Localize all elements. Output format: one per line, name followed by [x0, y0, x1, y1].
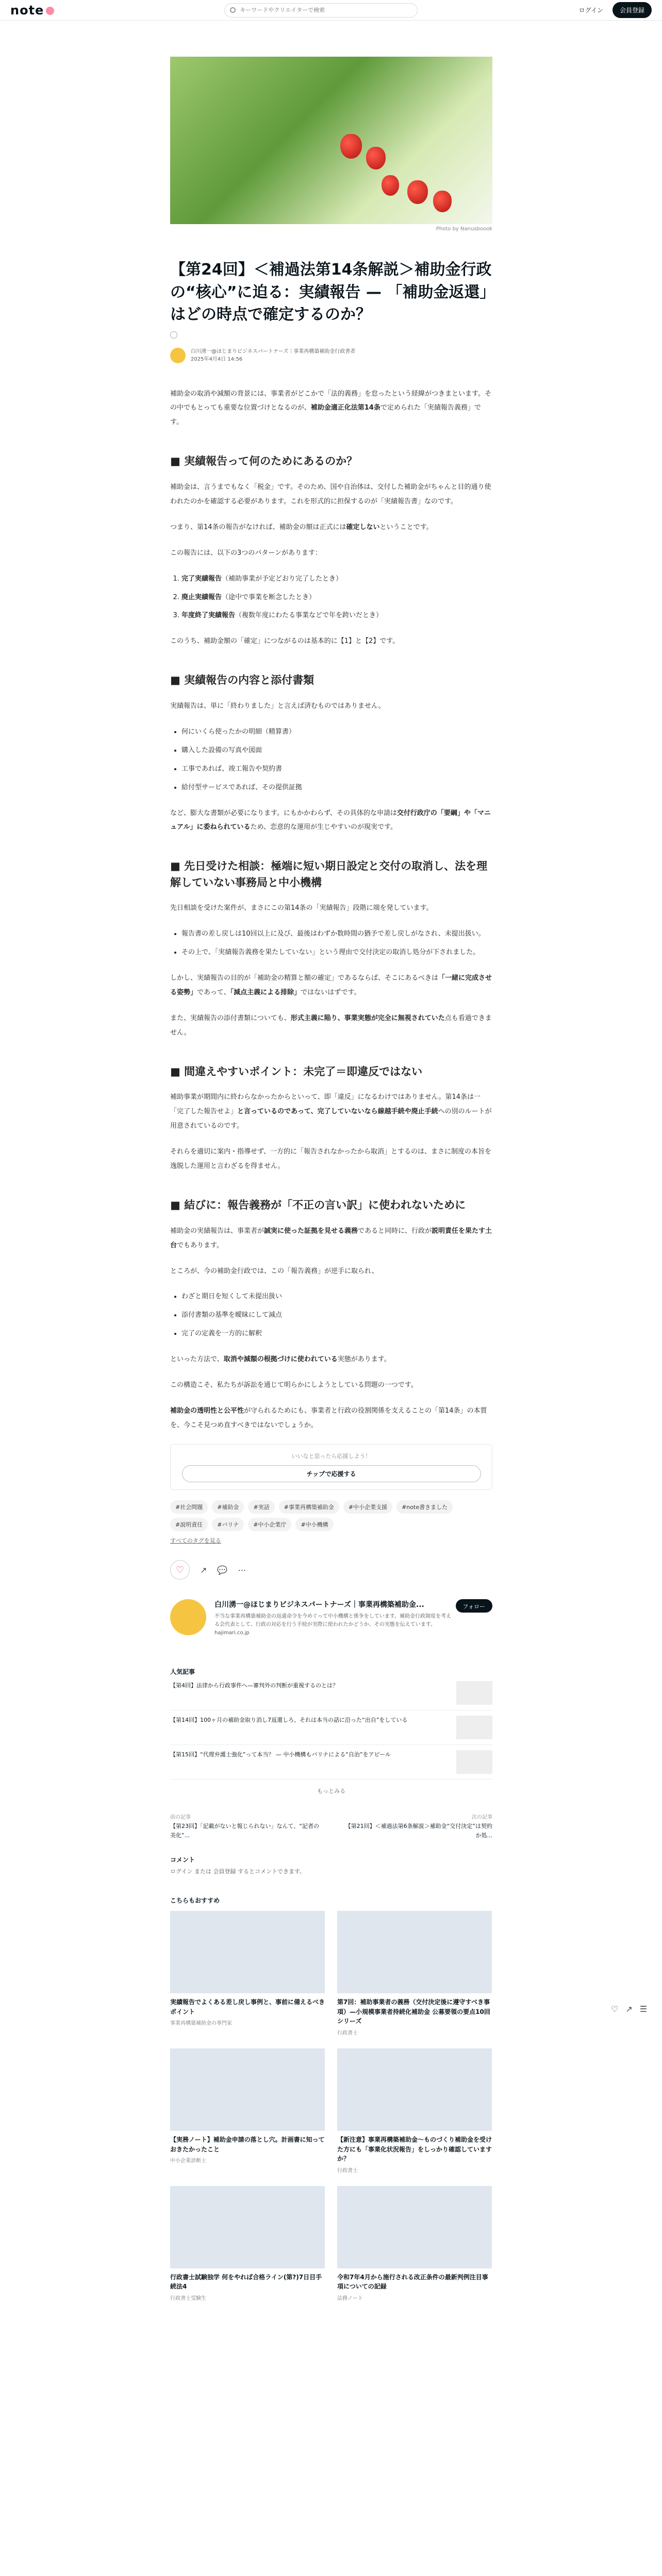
list-item: • 完了の定義を一方的に解釈: [181, 1327, 492, 1341]
menu-icon[interactable]: ☰: [639, 2004, 648, 2014]
share-icon[interactable]: ↗: [200, 1565, 207, 1575]
paragraph: 補助金は、言うまでもなく「税金」です。そのため、国や自治体は、交付した補助金がちゃんと目的通り使われたのかを確認する必要があります。これを形式的に担保するのが「実績報告書」なのです。: [170, 483, 491, 505]
paragraph: 補助事業が期間内に終わらなかったからといって、即「違反」になるわけではありません。第14条は一「完了した報告せよ」と言っているのであって、完了していないなら線越手続や廃止手続への別のルートが用意されているのです。: [170, 1093, 492, 1130]
more-icon[interactable]: ⋯: [238, 1565, 246, 1575]
tag[interactable]: #社会問題: [170, 1500, 208, 1514]
card-author[interactable]: 法務ノート: [337, 2295, 363, 2301]
section-heading: ■ 間違えやすいポイント：未完了＝即違反ではない: [170, 1065, 423, 1078]
paragraph: このうち、補助金額の「確定」につながるのは基本的に【1】と【2】です。: [170, 637, 400, 646]
thumbnail[interactable]: [456, 1681, 492, 1705]
recommend-card[interactable]: [170, 2186, 325, 2301]
search-input[interactable]: [240, 7, 405, 13]
heart-icon[interactable]: [170, 331, 177, 338]
list-item: • 報告書の差し戻しは10回以上に及び、最後はわずか数時間の猶予で差し戻しがなされ、未提出扱い。: [181, 927, 492, 941]
card-author[interactable]: 行政書士: [337, 2167, 358, 2174]
support-text: いいなと思ったら応援しよう！: [291, 1453, 371, 1460]
strawberry-icon: [366, 147, 386, 170]
tag[interactable]: #事業再構築補助金: [279, 1500, 339, 1514]
recommend-title: こちらもおすすめ: [170, 1897, 220, 1905]
article-actions: [170, 1560, 492, 1580]
recommend-card[interactable]: [337, 2186, 492, 2301]
list-item[interactable]: [170, 1710, 492, 1745]
list-item: 3. 年度終了実績報告（複数年度にわたる事業などで年を跨いだとき）: [181, 608, 492, 623]
case-list: [181, 927, 492, 960]
card-author[interactable]: 行政書士受験生: [170, 2295, 206, 2301]
tag[interactable]: #中小企業庁: [248, 1518, 291, 1531]
author-name[interactable]: 白川湧一@ほじまりビジネスパートナーズ｜事業再構築補助金行政書者: [191, 348, 356, 354]
more-link[interactable]: もっとみる: [317, 1788, 345, 1794]
list-item: 2. 廃止実績報告（途中で事業を断念したとき）: [181, 590, 492, 605]
hero-caption: Photo by Nanusboook: [436, 226, 492, 232]
nav-label: 次の記事: [472, 1815, 492, 1820]
next-article[interactable]: [343, 1814, 492, 1840]
avatar[interactable]: [170, 1599, 206, 1635]
post-date: 2025年4月4日 14:56: [191, 356, 243, 362]
nav-title[interactable]: 【第23回】「記載がないと報じられない」なんて、“記者の美化”...: [170, 1823, 319, 1839]
flower-icon: [46, 7, 54, 15]
documents-list: [181, 725, 492, 795]
list-item: • 添付書類の基準を曖昧にして減点: [181, 1308, 492, 1323]
thumbnail[interactable]: [170, 1911, 325, 1993]
follow-button[interactable]: フォロー: [456, 1599, 492, 1613]
popular-item-title[interactable]: 【第15回】“代理弁護士強化”って本当？ — 中小機構もバリナによる“自治”をアピール: [170, 1751, 391, 1758]
like-button[interactable]: [170, 1560, 190, 1580]
tag[interactable]: #note書きました: [396, 1500, 453, 1514]
article-nav: [170, 1814, 492, 1840]
article: [170, 57, 492, 2301]
thumbnail[interactable]: [456, 1716, 492, 1739]
login-link[interactable]: ログイン: [578, 7, 603, 14]
list-item: • その上で、「実績報告義務を果たしていない」という理由で交付決定の取消し処分が下されました。: [181, 945, 492, 960]
search-bar[interactable]: [224, 3, 418, 18]
logo-text: note: [10, 3, 44, 18]
list-item[interactable]: [170, 1745, 492, 1780]
author-block[interactable]: [170, 348, 492, 363]
prev-article[interactable]: [170, 1814, 320, 1840]
strawberry-icon: [433, 191, 452, 212]
tag[interactable]: #バリナ: [212, 1518, 244, 1531]
card-author[interactable]: 事業再構築補助金の専門家: [170, 2021, 232, 2027]
support-box: [170, 1444, 492, 1490]
creator-name[interactable]: 白川湧一@ほじまりビジネスパートナーズ｜事業再構築補助金...: [214, 1601, 424, 1609]
recommend-card[interactable]: [170, 1911, 325, 2036]
strawberry-icon: [382, 175, 399, 196]
section-heading: ■ 実績報告の内容と添付書類: [170, 674, 315, 687]
hero-image: [170, 57, 492, 224]
card-author[interactable]: 中小企業診断士: [170, 2158, 206, 2164]
article-title: 【第24回】＜補過法第14条解説＞補助金行政の“核心”に迫る：実績報告 — 「補助金返還」はどの時点で確定するのか？: [170, 261, 492, 324]
avatar[interactable]: [170, 348, 186, 363]
recommend-card[interactable]: [337, 1911, 492, 2036]
thumbnail[interactable]: [337, 1911, 492, 1993]
comment-icon[interactable]: 💬: [217, 1565, 228, 1575]
tag[interactable]: #中小機構: [295, 1518, 333, 1531]
strawberry-icon: [407, 180, 428, 204]
abuse-list: [181, 1290, 492, 1341]
card-author[interactable]: 行政書士: [337, 2030, 358, 2036]
list-item: • わざと期日を短くして未提出扱い: [181, 1290, 492, 1304]
comments-login-text[interactable]: ログイン または 会員登録 するとコメントできます。: [170, 1868, 306, 1875]
thumbnail[interactable]: [170, 2048, 325, 2131]
share-icon[interactable]: ↗: [625, 2004, 633, 2014]
section-heading: ■ 実績報告って何のためにあるのか？: [170, 455, 358, 468]
paragraph: 補助金の透明性と公平性が守られるためにも、事業者と行政の役割関係を支えることの「第14条」の本質を、今こそ見つめ直すべきではないでしょうか。: [170, 1407, 487, 1430]
paragraph: この構造こそ、私たちが訴訟を通じて明らかにしようとしている問題の一つです。: [170, 1381, 418, 1389]
floating-tools: [611, 2004, 647, 2014]
paragraph: この報告には、以下の3つのパターンがあります：: [170, 549, 322, 557]
all-tags-link[interactable]: すべてのタグを見る: [170, 1537, 221, 1544]
card-title[interactable]: 第7回：補助事業者の義務（交付決定後に遵守すべき事項）—小規模事業者持続化補助金 公募要領の要点10回シリーズ: [337, 1998, 490, 2025]
card-title[interactable]: 【実務ノート】補助金申請の落とし穴。計画書に知っておきたかったこと: [170, 2136, 325, 2153]
signup-button[interactable]: 会員登録: [613, 2, 652, 18]
heart-icon: ♡: [175, 1564, 185, 1575]
paragraph: 補助金の実績報告は、事業者が誠実に使った証拠を見せる義務であると同時に、行政が説明責任を果たす土台でもあります。: [170, 1227, 492, 1249]
tag[interactable]: #説明責任: [170, 1518, 208, 1531]
strawberry-icon: [340, 134, 362, 159]
paragraph: それらを適切に案内・指導せず、一方的に「報告されなかったから取消」とするのは、まさに制度の本旨を逸脱した運用と言わざるを得ません。: [170, 1148, 491, 1171]
card-title[interactable]: 行政書士試験独学 何をやれば合格ライン(第?)7日目手続法4: [170, 2273, 322, 2291]
thumbnail[interactable]: [456, 1750, 492, 1774]
list-item: • 購入した設備の写真や図面: [181, 743, 492, 758]
thumbnail[interactable]: [337, 2048, 492, 2131]
list-item: • 何にいくら使ったかの明細（精算書）: [181, 725, 492, 739]
thumbnail[interactable]: [337, 2186, 492, 2268]
recommend-card[interactable]: [337, 2048, 492, 2174]
popular-title: 人気記事: [170, 1668, 195, 1675]
paragraph: 実績報告は、単に「終わりました」と言えば済むものではありません。: [170, 702, 385, 710]
creator-card: [170, 1590, 492, 1647]
tag[interactable]: #中小企業支援: [343, 1500, 392, 1514]
list-item: • 工事であれば、竣工報告や契約書: [181, 762, 492, 776]
section-heading: ■ 結びに：報告義務が「不正の言い訳」に使われないために: [170, 1199, 466, 1212]
comments-title: コメント: [170, 1856, 195, 1864]
top-header: [0, 0, 662, 21]
search-icon: [230, 7, 236, 13]
paragraph: つまり、第14条の報告がなければ、補助金の額は正式には確定しないということです。: [170, 523, 433, 531]
recommend-grid: [170, 1911, 492, 2301]
creator-desc: 不当な事業再構築補助金の返還命令を今めぐって中小機構と係争をしています。補助金行政制度を考える会代表として、行政の対応を行う手続が実際に使われたかどうか、その実態を伝えています。hajimari.co.jp: [214, 1614, 451, 1636]
tag[interactable]: #補助金: [212, 1500, 244, 1514]
paragraph: といった方法で、取消や減額の根拠づけに使われている実態があります。: [170, 1355, 391, 1364]
popular-item-title[interactable]: 【第4回】法律から行政事件へ—審判外の判断が重視するのとは？: [170, 1682, 338, 1689]
paragraph: など、膨大な書類が必要になります。にもかかわらず、その具体的な申請は交付行政庁の「要綱」や「マニュアル」に委ねられているため、恋意的な運用が生じやすいのが現実です。: [170, 809, 491, 832]
note-logo[interactable]: [10, 3, 54, 18]
popular-item-title[interactable]: 【第14回】100ヶ月の補助金取り消し7返還しろ、それは本当の話に沿った“出自”をしている: [170, 1717, 408, 1723]
paragraph: ところが、今の補助金行政では、この「報告義務」が逆手に取られ、: [170, 1267, 378, 1275]
tip-button[interactable]: チップで応援する: [182, 1465, 481, 1482]
list-item: 1. 完了実績報告（補助事業が予定どおり完了したとき）: [181, 572, 492, 586]
tag-list: [170, 1500, 492, 1531]
report-types-list: [181, 572, 492, 623]
article-body: [170, 387, 492, 1433]
paragraph: また、実績報告の添付書類についても、形式主義に陥り、事業実態が完全に無視されていた点も看過できません。: [170, 1014, 492, 1037]
heart-icon[interactable]: ♡: [611, 2004, 619, 2014]
list-item[interactable]: [170, 1676, 492, 1710]
recommend-card[interactable]: [170, 2048, 325, 2174]
paragraph: しかし、実績報告の目的が「補助金の精算と額の確定」であるならば、そこにあるべきは「一緒に完成させる姿勢」であって、「減点主義による排除」ではないはずです。: [170, 974, 492, 997]
nav-label: 前の記事: [170, 1815, 191, 1820]
card-title[interactable]: 令和7年4月から施行される改正条件の最新判例注目事項についての記録: [337, 2273, 488, 2291]
list-item: • 給付型サービスであれば、その提供証拠: [181, 781, 492, 795]
nav-title[interactable]: 【第21回】＜補過法第6条解説＞補助金“交付決定”は契約か処...: [345, 1823, 492, 1839]
thumbnail[interactable]: [170, 2186, 325, 2268]
paragraph: 先日相談を受けた案件が、まさにこの第14条の「実績報告」段階に端を発しています。: [170, 904, 433, 912]
card-title[interactable]: 【新注意】事業再構築補助金〜ものづくり補助金を受けた方にも「事業化状況報告」をしっかり確認していますか？: [337, 2136, 492, 2163]
section-heading: ■ 先日受けた相談：極端に短い期日設定と交付の取消し、法を理解していない事務局と中小機構: [170, 860, 488, 889]
paragraph: 補助金の取消や減額の背景には、事業者がどこかで「法的義務」を怠ったという経緯がつきまといます。その中でもとっても重要な位置づけとなるのが、補助金適正化法第14条で定められた「実績報告義務」です。: [170, 389, 491, 427]
card-title[interactable]: 実績報告でよくある差し戻し事例と、事前に備えるべきポイント: [170, 1998, 325, 2015]
tag[interactable]: #実話: [248, 1500, 274, 1514]
